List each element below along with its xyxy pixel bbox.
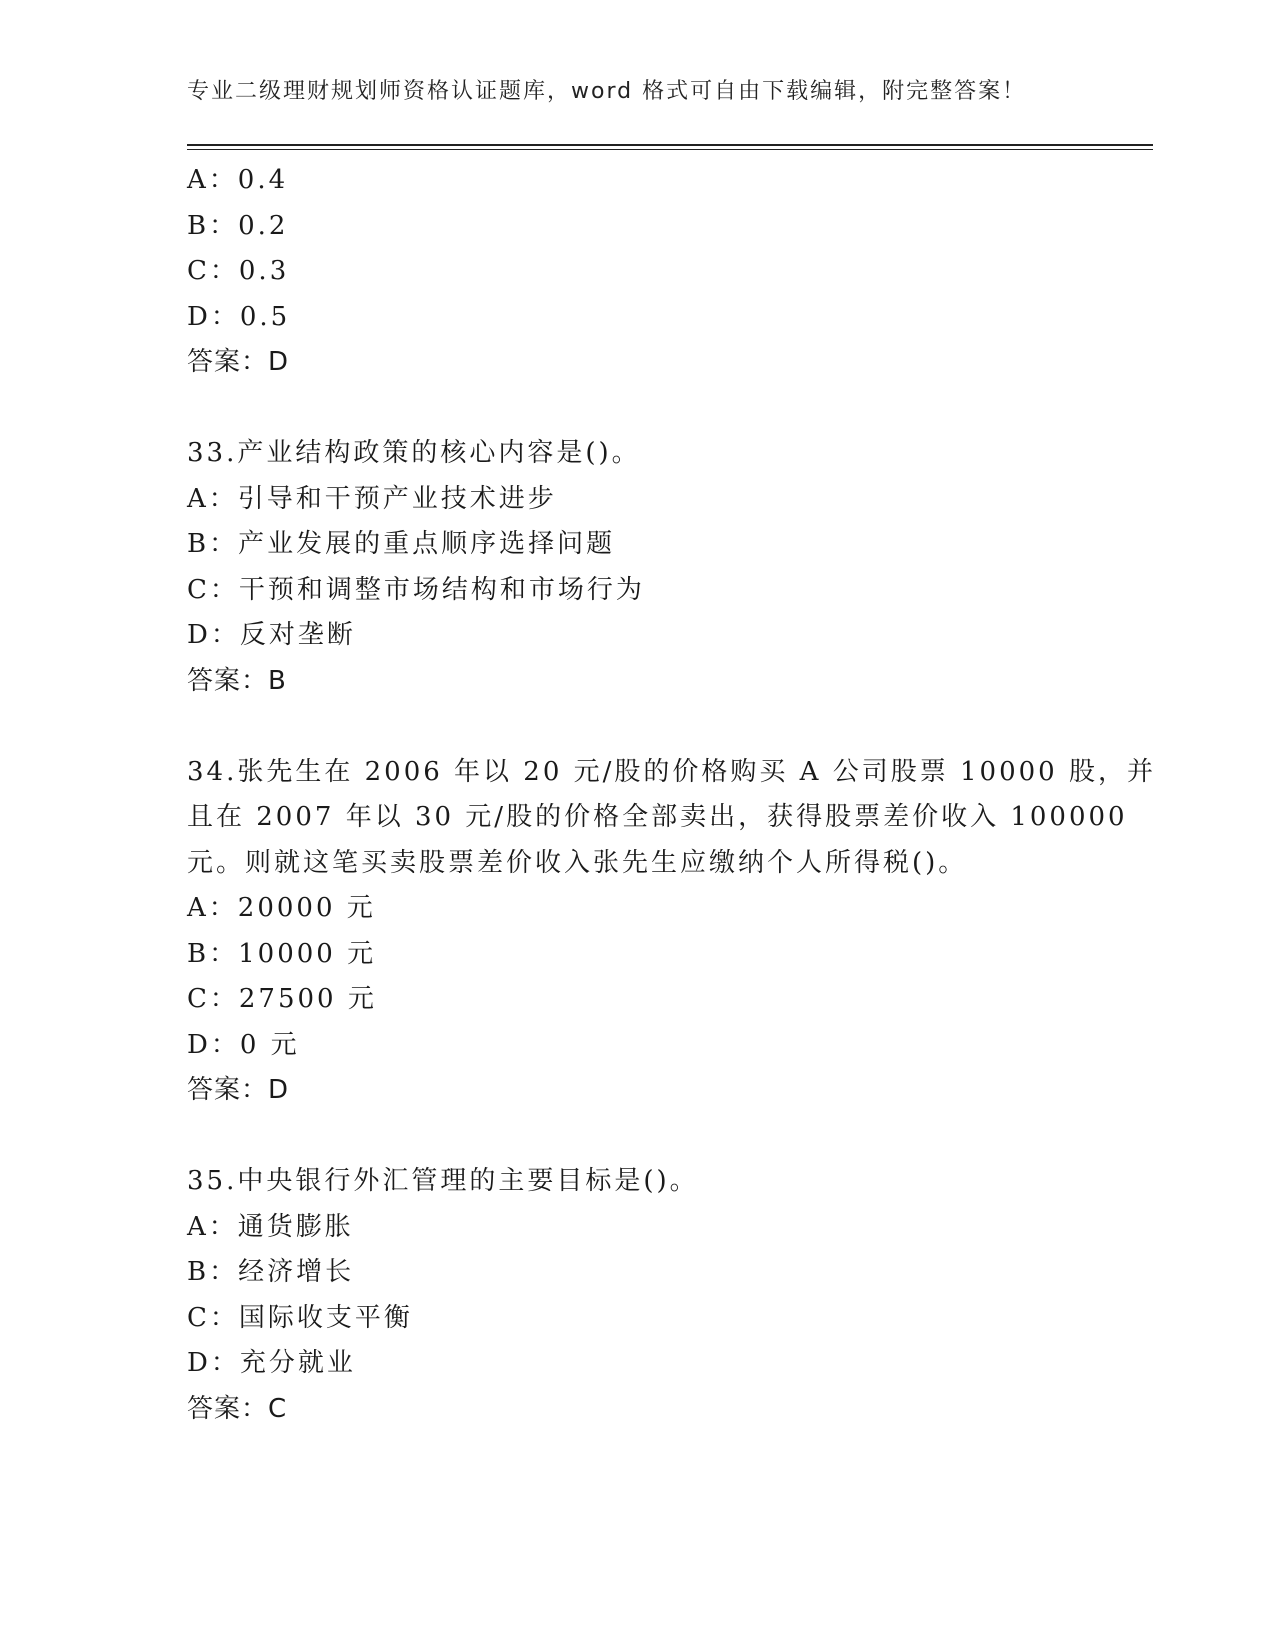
question-34 <box>187 750 1156 1114</box>
header-divider <box>187 144 1153 146</box>
option-b: B：经济增长 <box>187 1257 355 1287</box>
question-stem: 33.产业结构政策的核心内容是()。 <box>187 438 641 468</box>
question-stem-line-1: 34.张先生在 2006 年以 20 元/股的价格购买 A 公司股票 10000 股，并 <box>187 756 1156 787</box>
option-c: C：0.3 <box>187 256 290 286</box>
option-a: A：通货膨胀 <box>187 1211 354 1242</box>
question-stem: 35.中央银行外汇管理的主要目标是()。 <box>187 1166 699 1196</box>
option-d: D：0.5 <box>187 301 291 332</box>
option-c: C：干预和调整市场结构和市场行为 <box>187 574 645 605</box>
question-content <box>187 158 1156 1432</box>
option-b: B：0.2 <box>187 210 289 241</box>
answer-line: 答案：B <box>187 665 287 696</box>
question-stem-line-2: 且在 2007 年以 30 元/股的价格全部卖出，获得股票差价收入 100000 <box>187 802 1128 832</box>
question-stem-line-3: 元。则就这笔买卖股票差价收入张先生应缴纳个人所得税()。 <box>187 847 968 878</box>
option-c: C：27500 元 <box>187 984 377 1014</box>
page-header-title: 专业二级理财规划师资格认证题库，word 格式可自由下载编辑，附完整答案！ <box>187 79 1027 104</box>
option-a: A：20000 元 <box>187 893 376 923</box>
option-c: C：国际收支平衡 <box>187 1302 413 1333</box>
spacer <box>187 386 1067 432</box>
option-d: D：充分就业 <box>187 1348 356 1378</box>
option-d: D：反对垄断 <box>187 620 356 650</box>
option-a: A：0.4 <box>187 165 289 195</box>
answer-line: 答案：D <box>187 1075 290 1105</box>
answer-line: 答案：D <box>187 347 290 377</box>
question-33 <box>187 431 1067 704</box>
header-divider-thin <box>187 149 1153 150</box>
option-a: A：引导和干预产业技术进步 <box>187 483 557 514</box>
question-32 <box>187 158 1067 386</box>
option-d: D：0 元 <box>187 1029 300 1060</box>
option-b: B：产业发展的重点顺序选择问题 <box>187 529 616 559</box>
option-b: B：10000 元 <box>187 938 377 969</box>
spacer <box>187 704 1067 750</box>
question-35 <box>187 1159 1067 1432</box>
spacer <box>187 1114 1067 1160</box>
answer-line: 答案：C <box>187 1393 288 1424</box>
